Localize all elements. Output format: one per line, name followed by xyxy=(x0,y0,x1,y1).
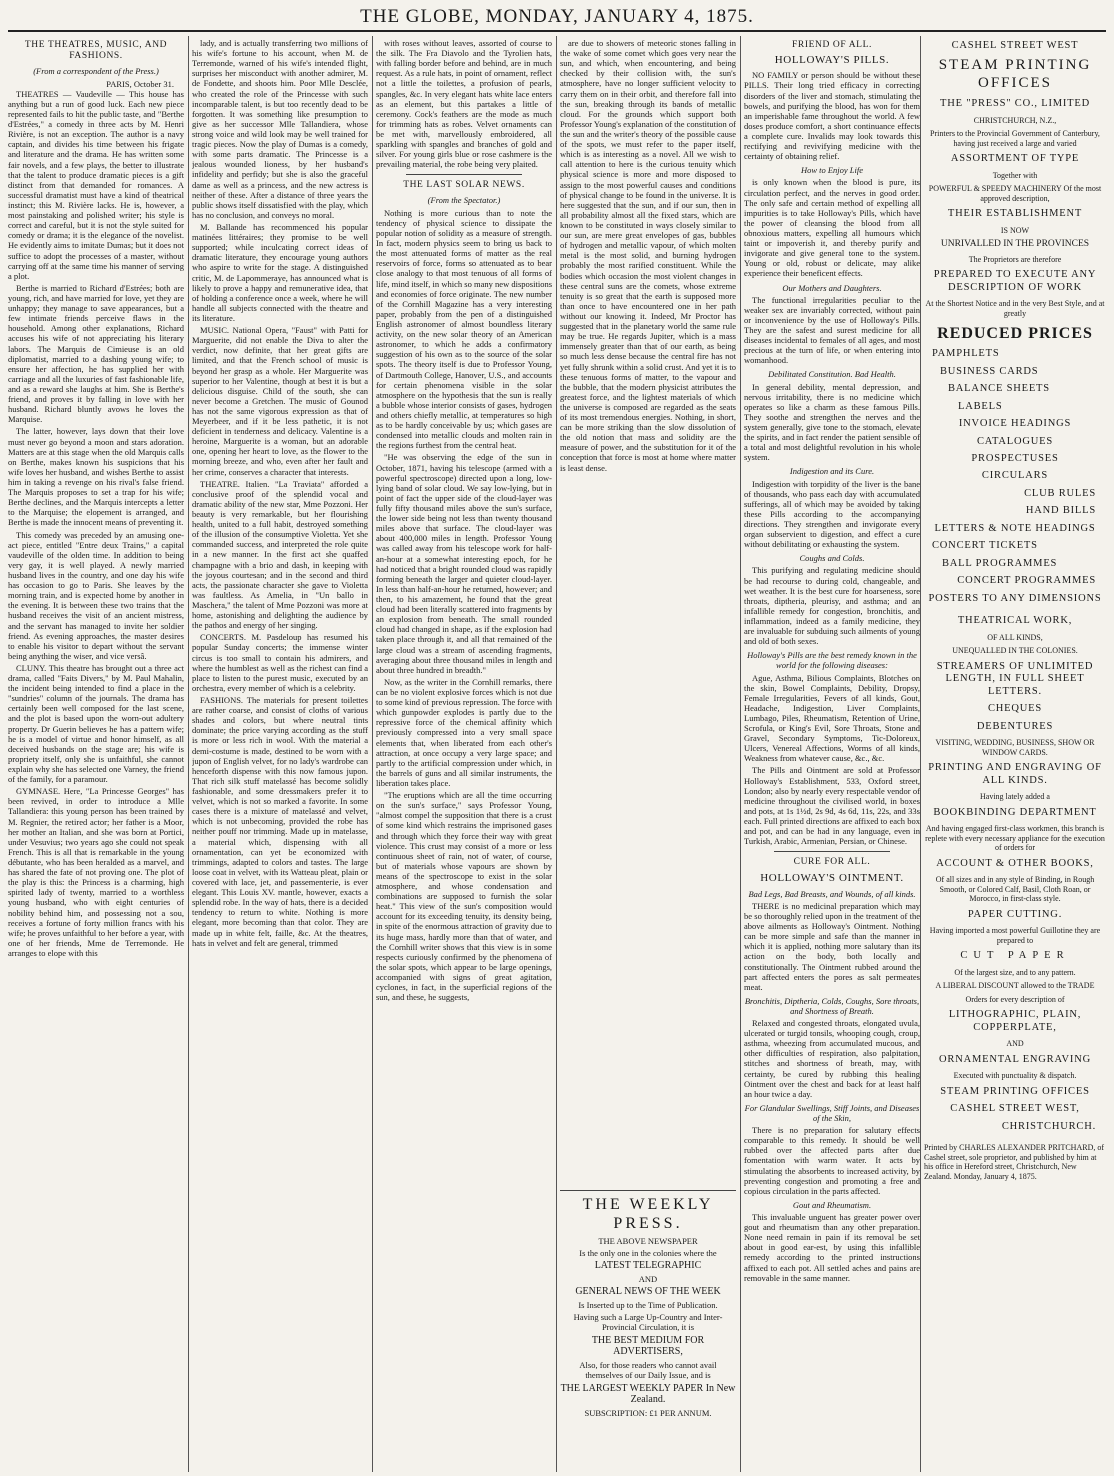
ad-line: THEATRICAL WORK, xyxy=(957,615,1073,627)
paragraph: is only known when the blood is pure, its circulation perfect, and the nerves in good order. The only safe and certain method of expelling all impurities is to take Holloway's Pills, which have the power of cleansing the blood from all obnoxious matters, expelling all humours which taint or impoverish it, and thereby purify and invigorate and give general tone to the system. Young or old, robust or delicate, may alike experience their beneficent effects. xyxy=(744,177,920,279)
service-item: INVOICE HEADINGS xyxy=(958,418,1072,430)
paragraph: MUSIC. National Opera, "Faust" with Patti for Marguerite, did not enable the Diva to alter the verdict, now definite, that her great gifts are limited, and that the French school of music is beyond her grasp as a whole. Her Marguerite was superior to her Valentine, though at best it is but a delicious disguise. Child of the south, she can never become a Gretchen. The music of Gounod has not the same vigorous expression as that of Meyerbeer, and if it be less pathetic, it is not deficient in tenderness and delicacy. Valentine is a heroine, Marguerite is a woman, but an adorable one, opening her heart to love, as the flower to the morning breeze, and who, even after her fault and her crime, conserves a character that interests. xyxy=(192,325,368,477)
service-item: BALANCE SHEETS xyxy=(948,383,1050,395)
imprint: Printed by CHARLES ALEXANDER PRITCHARD, of Cashel street, sole proprietor, and published by him at his office in Hereford street, Christchurch, New Zealand. Monday, January 4, 1875. xyxy=(924,1143,1105,1181)
paragraph: CONCERTS. M. Pasdeloup has resumed his popular Sunday concerts; the immense winter circus is too small to contain his admirers, and where the humblest as well as the richest can find a place to listen to the purest music, executed by an orchestra, every member of which is a celebrity. xyxy=(192,632,368,693)
column-2 xyxy=(192,38,368,1470)
ad-subhead: For Glandular Swellings, Stiff Joints, and Diseases of the Skin, xyxy=(744,1102,920,1124)
article-title: THE THEATRES, MUSIC, AND FASHIONS. xyxy=(24,40,168,62)
dateline: PARIS, October 31. xyxy=(106,78,174,89)
paragraph: THEATRES — Vaudeville — This house has anything but a run of good luck. Each new piece represented fails to hit the public taste, and "Berthe d'Estrées," a comedy in three acts by M. Henri Rivière, is not an exception. The author is a navy captain, and divides his time between his frigate and literature and the drama. He has written some fair novels, and a few plays, the better to illustrate that the talent to produce dramatic pieces is a gift distinct from that demanded for romances. A successful dramatist must have a kind of theatrical instinct; this M. Rivière lacks. He is, however, a most painstaking and polished writer; his style is correct and careful, but it is not the style suited for comedy or drama; it is the elegance of the novelist. He evidently aims to imitate Dumas; but it does not suffice to adopt the processes of a master, without carrying off at the same time his manner of serving a plot. xyxy=(8,88,184,281)
ad-line: CHRISTCHURCH, N.Z., xyxy=(973,115,1057,125)
article-title: THE LAST SOLAR NEWS. xyxy=(403,180,525,191)
weekly-press-title: THE WEEKLY PRESS. xyxy=(582,1196,714,1233)
ad-title: HOLLOWAY'S OINTMENT. xyxy=(760,871,904,884)
ad-line: THE ABOVE NEWSPAPER xyxy=(598,1236,698,1247)
ad-kicker: FRIEND OF ALL. xyxy=(792,40,872,50)
ad-line: CHRISTCHURCH. xyxy=(1001,1120,1096,1132)
service-item: BALL PROGRAMMES xyxy=(942,557,1058,569)
paragraph: Nothing is more curious than to note the tendency of physical science to dissipate the popular notion of solidity as a measure of strength. In fact, modern physics seem to bring us back to the most attenuated forms of matter as the real reservoirs of force, forms so attenuated as to bear close analogy to that most tenuous of all forms of life, mind itself, in which so many new dispositions and economies of force originate. The new number of the Cornhill Magazine has a very interesting paper, probably from the pen of a distinguished English astronomer of almost boundless literary activity, on the new solar theory of an American astronomer, to which he adds a confirmatory suggestion of his own as to the source of the solar spots. The theory itself is due to Professor Young, of Dartmouth College, Hanover, U.S., and accounts for certain phenomena visible in the solar atmosphere on the hypothesis that the sun is really a bubble whose interior consists of gases, hydrogen and others chiefly metallic, at temperatures so high as to be hardly conceivable by us; which gases are condensed into metallic clouds and molten rain in the regions furthest from the central heat. xyxy=(376,207,552,451)
ad-title: HOLLOWAY'S PILLS. xyxy=(774,54,890,67)
paragraph: There is no preparation for salutary effects comparable to this remedy. It should be well rubbed over the affected parts after due fomentation with warm water. It acts by stimulating the absorbents to increased activity, by preventing congestion and promoting a free and copious circulation in the parts affected. xyxy=(744,1125,920,1196)
ad-line: VISITING, WEDDING, BUSINESS, SHOW OR WINDOW CARDS. xyxy=(935,738,1095,757)
paragraph: Now, as the writer in the Cornhill remarks, there can be no violent explosive forces which is not due to some kind of previous repression. The force with which gunpowder explodes is partly due to the repressive force of the chemical affinity which previously compressed into a very small space elements that, when liberated from each other's attraction, at once occupy a very large space; and partly to the artificial compression under which, in the barrels of guns and all similar instruments, the liberation takes place. xyxy=(376,676,552,788)
ad-line: THE LARGEST WEEKLY PAPER In New Zealand. xyxy=(560,1382,736,1406)
ad-line: LATEST TELEGRAPHIC xyxy=(594,1260,702,1272)
ad-line: GENERAL NEWS OF THE WEEK xyxy=(575,1286,721,1298)
ad-line: The Proprietors are therefore xyxy=(968,254,1062,264)
column-5 xyxy=(744,38,920,1470)
paragraph: M. Ballande has recommenced his popular matinées littéraires; they promise to be well supported; while inculcating correct ideas of dramatic literature, they encourage young authors who aspire to write for the stage. A distinguished critic, M. de Lapommeraye, has announced what is likely to prove a happy and remunerative idea, that of holding a conference once a week, where he will handle all subjects connected with the theatre and its literature. xyxy=(192,221,368,323)
ad-line: THEIR ESTABLISHMENT xyxy=(947,208,1083,220)
service-item: LETTERS & NOTE HEADINGS xyxy=(934,522,1096,534)
service-item: LABELS xyxy=(958,400,1003,412)
masthead-rule xyxy=(8,30,1106,32)
ad-line: CUT PAPER xyxy=(960,950,1070,962)
column-4 xyxy=(560,38,736,1470)
ad-line: Is the only one in the colonies where the xyxy=(579,1248,717,1259)
ad-line: Having imported a most powerful Guillotine they are prepared to xyxy=(929,926,1101,945)
ad-line: PRINTING AND ENGRAVING OF ALL KINDS. xyxy=(928,762,1102,786)
paragraph: "The eruptions which are all the time occurring on the sun's surface," says Professor Young, "almost compel the supposition that there is a crust of some kind which restrains the imprisoned gases and through which they force their way with great violence. This crust may consist of a more or less continuous sheet of rain, not of water, of course, but of materials whose vapours are shown by means of the spectroscope to exist in the solar atmosphere, and whose condensation and combinations are supposed to furnish the solar heat." This view of the sun's composition would account for its exceeding tenuity, its density being, in spite of the enormous attraction of gravity due to its huge mass, hardly more than that of water, and the Cornhill writer shows that this view is in some respects curiously confirmed by the phenomena of the solar spots, which appear to be large openings, accompanied with signs of great agitation, cyclones, in fact, in the superficial regions of the sun, and these, he suggests, xyxy=(376,790,552,1003)
ad-line: UNRIVALLED IN THE PROVINCES xyxy=(940,239,1090,250)
service-item: HAND BILLS xyxy=(1025,505,1096,517)
column-6 xyxy=(924,38,1106,1470)
service-item: CATALOGUES xyxy=(977,435,1053,447)
column-divider xyxy=(188,36,189,1472)
ad-line: PREPARED TO EXECUTE ANY DESCRIPTION OF WORK xyxy=(933,269,1097,293)
ad-line: Is Inserted up to the Time of Publication. xyxy=(578,1300,718,1311)
ad-title: STEAM PRINTING OFFICES xyxy=(938,57,1092,92)
ad-line: DEBENTURES xyxy=(976,720,1054,732)
paragraph: GYMNASE. Here, "La Princesse Georges" has been revived, in order to introduce a Mlle Tallandiera: this young person has been trained by M. Regnier, the retired actor; her father is a Moor, her mother an Italian, and she was born at Portici, under Vesuvius; two years ago she could not speak French. This is all that is remarkable in the young débutante, who has been heralded as a marvel, and has shared the fate of not proving one. The plot of the play is this: the Princess is a charming, high spirited lady of twenty, married to a worthless young husband, who with eight centuries of nobility behind him, and possessing not a sou, receives a fortune of forty million francs with his wife; he proves unfaithful to her before a year, with one of her friends, Mme de Terremonde. He arranges to elope with this xyxy=(8,786,184,958)
ad-line: OF ALL KINDS, xyxy=(987,632,1043,642)
reduced-prices: REDUCED PRICES xyxy=(937,325,1093,343)
paragraph: In general debility, mental depression, and nervous irritability, there is no medicine which operates so like a charm as these famous Pills. They soothe and strengthen the nerves and the system generally, give tone to the stomach, elevate the spirits, and in fact render the patient sensible of a total and most delightful revolution in his whole system. xyxy=(744,381,920,463)
ad-line: At the Shortest Notice and in the very Best Style, and at greatly xyxy=(925,299,1105,318)
service-item: PROSPECTUSES xyxy=(971,452,1059,464)
ad-kicker: CURE FOR ALL. xyxy=(793,857,871,868)
service-item: BUSINESS CARDS xyxy=(940,365,1039,377)
company-name: THE "PRESS" CO., LIMITED xyxy=(940,98,1090,110)
ad-line: ASSORTMENT OF TYPE xyxy=(950,153,1080,165)
ad-line: Having lately added a xyxy=(980,792,1050,802)
divider xyxy=(774,851,890,852)
ad-line: IS NOW xyxy=(1000,225,1030,235)
paragraph: Ague, Asthma, Bilious Complaints, Blotches on the skin, Bowel Complaints, Debility, Dropsy, Female Irregularities, Fevers of all kinds, Gout, Headache, Indigestion, Liver Complaints, Lumbago, Piles, Rheumatism, Retention of Urine, Scrofula, or King's Evil, Sore Throats, Stone and Gravel, Secondary Symptoms, Tic-Doloreux, Ulcers, Venereal Affections, Worms of all kinds, Weakness from whatever cause, &c., &c. xyxy=(744,672,920,764)
service-item: POSTERS TO ANY DIMENSIONS xyxy=(928,592,1102,604)
ad-line: THE BEST MEDIUM FOR ADVERTISERS, xyxy=(591,1334,705,1358)
ad-line: Executed with punctuality & dispatch. xyxy=(953,1071,1077,1081)
service-item: CONCERT TICKETS xyxy=(932,540,1038,552)
ad-line: Having such a Large Up-Country and Inter-Provincial Circulation, it is xyxy=(573,1312,723,1333)
paragraph: NO FAMILY or person should be without these PILLS. Their long tried efficacy in correcting disorders of the liver and stomach, stimulating the bowels, and purifying the blood, has won for them an imperishable fame throughout the world. A few doses produce comfort, a short continuance effects a complete cure. Invalids may look towards this rectifying and revivifying medicine with the certainty of obtaining relief. xyxy=(744,70,920,162)
paragraph: Indigestion with torpidity of the liver is the bane of thousands, who pass each day with accumulated sufferings, all of which may be avoided by taking these Pills according to the accompanying directions. They strengthen and invigorate every organ subservient to digestion, and effect a cure without debilitating or exhausting the system. xyxy=(744,478,920,550)
paragraph: Berthe is married to Richard d'Estrées; both are young, rich, and have married for love, yet they are unhappy; they manage to save appearances, but a few intimate friends perceive flaws in the household. Among other explanations, Richard accuses his wife of not appreciating his literary labors. The Marquis de Cimieuse is an old diplomatist, married to a dashing young wife; to ensure her affection, he has supplied her with carriage and all the luxuries of fast fashionable life, and as a reward she laughs at him. She is Berthe's friend, and proves it by falling in love with her husband. Richard bluntly avows he loves the Marquise. xyxy=(8,282,184,425)
article-source: (From the Spectator.) xyxy=(427,194,501,205)
ad-subhead: Gout and Rheumatism. xyxy=(792,1199,872,1210)
ad-line: SUBSCRIPTION: £1 PER ANNUM. xyxy=(584,1408,712,1419)
service-item: CIRCULARS xyxy=(981,470,1049,482)
ad-line: And having engaged first-class workmen, this branch is replete with every necessary appliance for the execution of orders for xyxy=(925,824,1105,853)
ad-line: STEAM PRINTING OFFICES xyxy=(940,1085,1090,1097)
ad-line: ACCOUNT & OTHER BOOKS, xyxy=(936,857,1094,869)
paragraph: The latter, however, lays down that their love must never go beyond a moon and stars adoration. Matters are at this stage when the old Marquis calls on Berthe, makes known his suspicions that his wife loves her husband, and wishes Berthe to assist him in taking a revenge on his rival's false friend. The Marquis proposes to set a trap for his wife; Berthe declines, and the Marquis intercepts a letter to the Marquise; the elopement is arranged, and Berthe is made the innocent means of preventing it. xyxy=(8,426,184,528)
service-item: CLUB RULES xyxy=(1024,487,1096,499)
paragraph: This purifying and regulating medicine should be had recourse to during cold, changeable, and wet weather. It is the best cure for hoarseness, sore throats, diptheria, pleurisy, and asthma; and an infallible remedy for congestion, bronchitis, and inflammation, indeed as a family medicine, they are invaluable for subduing such ailments of young and old of both sexes. xyxy=(744,565,920,647)
ad-line: UNEQUALLED IN THE COLONIES. xyxy=(952,646,1078,656)
column-1 xyxy=(8,38,184,1470)
paragraph: THERE is no medicinal preparation which may be so thoroughly relied upon in the treatment of the above ailments as Holloway's Ointment. Nothing can be more simple and safe than the manner in which it is applied, nothing more salutary than its action on the body, both locally and constitutionally. The Ointment rubbed around the part affected enters the pores as salt permeates meat. xyxy=(744,900,920,992)
ad-line: Orders for every description of xyxy=(965,994,1065,1004)
divider xyxy=(560,1190,736,1191)
ad-line: AND xyxy=(638,1274,658,1285)
paragraph: THEATRE. Italien. "La Traviata" afforded a conclusive proof of the splendid vocal and dramatic ability of the new star, Mme Pozzoni. Her beauty is very remarkable, but her flourishing health, united to a full habit, destroyed something of the illusion of the consumptive Violetta. Yet she commanded success, and interpreted the role quite in a new manner. In the first act she quaffed champagne with a brio and dash, in keeping with the joyous courtesan; and in the second and third acts, the passionate character she gave to Violetta was faultless. As Amelia, in "Un ballo in Maschera," the talent of Mme Pozzoni was more at home, astonishing and delighting the audience by the pathos and energy of her singing. xyxy=(192,478,368,631)
service-item: PAMPHLETS xyxy=(932,348,1000,360)
ad-line: PAPER CUTTING. xyxy=(967,908,1063,920)
ad-subhead: Holloway's Pills are the best remedy known in the world for the following diseases: xyxy=(747,650,917,671)
ad-line: Printers to the Provincial Government of Canterbury, having just received a large and varied xyxy=(930,129,1100,148)
ad-line: A LIBERAL DISCOUNT allowed to the TRADE xyxy=(935,981,1095,991)
service-item: CONCERT PROGRAMMES xyxy=(957,575,1096,587)
paragraph: This invaluable unguent has greater power over gout and rheumatism than any other preparation. None need remain in pain if its removal be set about in good ear-est, by using this infallible remedy according to the printed instructions affixed to each pot. All settled aches and pains are removable in the same manner. xyxy=(744,1212,920,1283)
paragraph: The functional irregularities peculiar to the weaker sex are invariably corrected, without pain or inconvenience by the use of Holloway's Pills. They are the safest and surest medicine for all diseases incidental to females of all ages, and most precious at the turn of life, or when entering into womanhood. xyxy=(744,294,920,366)
ad-subhead: Indigestion and its Cure. xyxy=(789,466,875,477)
ad-subhead: Coughs and Colds. xyxy=(799,553,865,564)
paragraph: are due to showers of meteoric stones falling in the wake of some comet which goes very near the sun, and which, when encountering, and being checked by their collision with, the sun's atmosphere, have no longer sufficient velocity to carry them on in their orbit, and therefore fall into the sun, breaking through its bands of metallic cloud. For the grounds which support both Professor Young's explanation of the constitution of the sun and the writer's theory of the possible cause of the spots, we must refer to the paper itself, which is as interesting as a novel. All we wish to call attention to here is the curious tenuity which physical science is more and more disposed to assign to the most powerful causes and conditions of physical change to be found in the universe. It is here suggested that the sun, and if our sun, then in all probability almost all the fixed stars, which are known to be constituted in ways closely similar to our sun, are mere great envelopes of gas, bubbles of hydrogen and metallic vapour, of which molten metal is the most solid, and burning hydrogen probably the most rarified constituent. While the bodies which occasion the most violent changes in these central suns are the comets, whose extreme tenuity is so great that the earth is supposed more than once to have encountered one in her path without our knowing it. Indeed, Mr Proctor has suggested that in the planetary world the same rule may be true. He regards Jupiter, which is a mass immensely greater than that of our earth, as being so much less dense because the central fire has not yet fully shrunk within a solid crust. And yet it is to these tenuous forms of matter, to the vapour and the bubble, that the modern physicist attributes the greatest force, and the lightest materials of which the universe is composed are regarded as the seats of its most tremendous energies. Nothing, in short, can be more striking than the slow dissolution of the old notion that mass and solidity are the measure of power, and the substitution for it of the conception that force is most at home where matter is least dense. xyxy=(560,38,736,473)
column-3 xyxy=(376,38,552,1470)
ad-line: Together with xyxy=(992,170,1038,180)
ad-subhead: Debilitated Constitution. Bad Health. xyxy=(768,369,896,380)
ad-subhead: How to Enjoy Life xyxy=(800,165,864,176)
paragraph: "He was observing the edge of the sun in October, 1871, having his telescope (armed with a powerful spectroscope) directed upon a long, low-lying band of solar cloud. We say low-lying, but in point of fact the upper side of the cloud-layer was fully fifty thousand miles above the sun's surface, the lower side being not less than twenty thousand miles above that surface. The cloud-layer was about 400,000 miles in length. Professor Young was called away from his telescope work for half-an-hour at a somewhat interesting epoch, for he had noticed that a bright rounded cloud was rapidly forming beneath the larger and quieter cloud-layer. In less than half-an-hour he returned, however; and then, to his amazement, he found that the great cloud had been literally scattered into fragments by an explosion from beneath. The small rounded cloud had changed in shape, as if the explosion had taken place through it, and all that remained of the large cloud was a stream of ascending fragments, averaging about three thousand miles in length and about three hundred in breadth." xyxy=(376,452,552,675)
ad-line: AND xyxy=(1006,1039,1024,1049)
paragraph: lady, and is actually transferring two millions of his wife's fortune to his account, when M. de Terremonde, warned of his wife's intended flight, surprises her misconduct with another admirer, M. de Fondette, and shoots him. Poor Mlle Desclée, who created the role of the Princesse with such incomparable talent, is but too recently dead to be forgotten. It was something like presumption to give as her successor Mlle Tallandiera, whose strong voice and wild look may be well trained for tragic pieces. Now the play of Dumas is a comedy, with some parts dramatic. The Princesse is a jealous wounded lioness, by her husband's infidelity and perfidy; but she is also the graceful dame as well as a princess, and the new actress is neither of these. After a distance of three years the public shows itself dissatisfied with the play, which has no conclusion, and conveys no moral. xyxy=(192,38,368,220)
column-divider xyxy=(920,36,921,1472)
ad-line: BOOKBINDING DEPARTMENT xyxy=(933,806,1097,818)
ad-line: Of the largest size, and to any pattern. xyxy=(954,967,1076,977)
ad-line: Of all sizes and in any style of Binding, in Rough Smooth, or Colored Calf, Basil, Cloth Roan, or Morocco, in first-class style. xyxy=(935,875,1095,904)
paragraph: CLUNY. This theatre has brought out a three act drama, called "Faits Divers," by M. Paul Mahalin, the incident being intended to find a place in the "sundries" column of the journals. The drama has certainly been well composed for the last scene, and the plot is based upon the worn-out adultery property. Dr Guerin believes he has a pattern wife; he is a model of virtue and honor himself, as all deceived husbands on the stage are; his wife is propriety itself, only she is unfaithful, she cannot explain why she has selected one Varney, the friend of the family, for a paramour. xyxy=(8,662,184,785)
ad-line: STREAMERS OF UNLIMITED LENGTH, IN FULL SHEET LETTERS. xyxy=(936,660,1094,697)
ad-line: LITHOGRAPHIC, PLAIN, COPPERPLATE, xyxy=(948,1009,1082,1033)
divider xyxy=(406,174,522,175)
ad-subhead: Bad Legs, Bad Breasts, and Wounds, of all kinds. xyxy=(748,888,916,899)
ad-address: CASHEL STREET WEST xyxy=(951,40,1079,51)
paragraph: Relaxed and congested throats, elongated uvula, ulcerated or turgid tonsils, whooping cough, croup, asthma, wheezing from accumulated mucous, and other difficulties of respiration, also palpitation, stitches and shortness of breath, may, with certainty, be cured by rubbing this healing Ointment over the chest and back for at least half an hour twice a day. xyxy=(744,1018,920,1099)
paragraph: This comedy was preceded by an amusing one-act piece, entitled "Entre deux Trains," a capital vaudeville of the olden time. In addition to being very gay, it is well played. A newly married husband lives in the country, and one day his wife has occasion to go to Paris. She leaves by the morning train, and is expected home by another in the evening. It is between these two trains that the husband receives the visit of an ancient mistress, and the servant has managed to invite her soldier friend. As evening approaches, the master desires to enable his visitor to depart without the servant being anything the wiser, and vice versâ. xyxy=(8,529,184,661)
column-divider xyxy=(372,36,373,1472)
column-divider xyxy=(740,36,741,1472)
ad-line: POWERFUL & SPEEDY MACHINERY Of the most approved description, xyxy=(928,184,1102,203)
ad-line: Also, for those readers who cannot avail themselves of our Daily Issue, and is xyxy=(579,1360,717,1381)
ad-subhead: Bronchitis, Diptheria, Colds, Coughs, Sore throats, and Shortness of Breath. xyxy=(744,995,920,1016)
masthead: THE GLOBE, MONDAY, JANUARY 4, 1875. xyxy=(360,6,754,27)
paragraph: The Pills and Ointment are sold at Professor Holloway's Establishment, 533, Oxford street, London; also by nearly every respectable vendor of medicine throughout the civilised world, in boxes and pots, at 1s 1½d, 2s 9d, 4s 6d, 11s, 22s, and 33s each. Full printed directions are affixed to each box and pot, and can be had in any language, even in Turkish, Arabic, Armenian, Persian, or Chinese. xyxy=(744,765,920,847)
paragraph: with roses without leaves, assorted of course to the silk. The Fra Diavolo and the Tyrolien hats, with falling border before and behind, are in much request. As a rule hats, in point of ornament, reflect not a little the toilettes, a profusion of pearls, spangles, &c. In very elegant hats white lace enters as an element, but this partakes a little of ceremony. Cock's feathers are the mode as much for trimming hats as robes. Velvet ornaments can be met with, marvellously embroidered, all sparkling with spangles and branches of gold and silver. For young girls blue or rose cashmere is the prevailing material, the robe being very plaited. xyxy=(376,38,552,170)
ad-line: CASHEL STREET WEST, xyxy=(950,1103,1080,1115)
ad-line: CHEQUES xyxy=(987,703,1043,715)
column-divider xyxy=(556,36,557,1472)
ad-subhead: Our Mothers and Daughters. xyxy=(782,282,882,293)
paragraph: FASHIONS. The materials for present toilettes are rather coarse, and consist of cloths of various shades and colors, but where neutral tints dominate; the price varying according as the stuff is more or less rich in wool. With the material a demi-costume is made, destined to be worn with a jupon of English velvet, for no lady's wardrobe can henceforth dispense with this now famous jupon. That rich silk stuff matelassé has become solidly fashionable, and some dressmakers prefer it to velvet, which is not so marked a favorite. In some cases there is a mixture of matelassé and velvet, which is not unbecoming, provided the robe has neither pouff nor trimming. Made up in matelasse, a material which, dispensing with all ornamentation, can yet be economized with trimmings, adapted to colors and tastes. The large loose coat in velvet, with its Watteau pleat, plain or covered with lace, jet, and passementerie, is ever elegant. This Louis XV. mantle, however, exacts a splendid robe. In the way of hats, there is a decided tendency to return to white. Nothing is more elegant, more becoming than that color. They are made up in white felt, faille, &c. At the theatres, hats in velvet and felt are general, trimmed xyxy=(192,695,368,948)
article-source: (From a correspondent of the Press.) xyxy=(33,65,159,76)
ad-line: ORNAMENTAL ENGRAVING xyxy=(939,1053,1091,1065)
